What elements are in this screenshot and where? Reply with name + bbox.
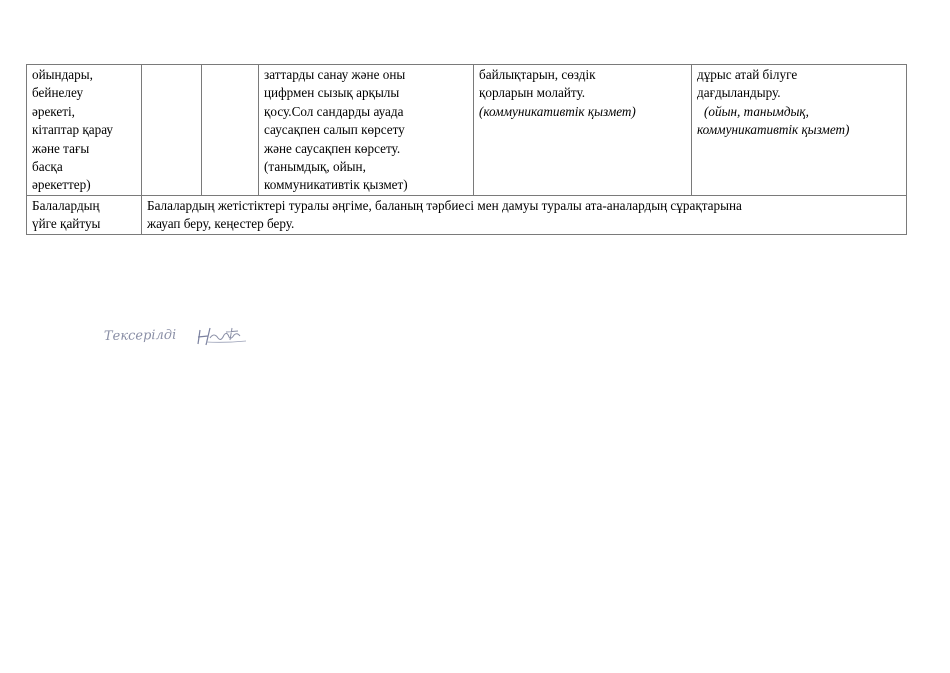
cell-text-line: дұрыс атай білуге [697, 67, 798, 82]
table-row [27, 195, 907, 234]
cell-text-line: ойындары, [32, 67, 93, 82]
table-row [27, 65, 907, 196]
counting-activity-cell [259, 65, 474, 196]
cell-text-line: коммуникативтік қызмет) [264, 177, 408, 193]
cell-text-line: байлықтарын, сөздік [479, 67, 596, 82]
cell-text-line: дағдыландыру. [697, 85, 781, 101]
cell-text-line: заттарды санау және оны [264, 67, 406, 82]
activity-type-note: (ойын, танымдық, [704, 103, 809, 119]
cell-text-line: және тағы [32, 140, 90, 156]
cell-text-line: Балалардың жетістіктері туралы әңгіме, баланың тәрбиесі мен дамуы туралы ата-аналардың сұрақтарына [147, 197, 742, 213]
cell-text-line: саусақпен салып көрсету [264, 122, 405, 138]
activity-type-note: (коммуникативтік қызмет) [479, 103, 636, 119]
cell-text-line: әрекеттер) [32, 177, 91, 193]
plan-table [26, 64, 907, 235]
naming-activity-cell [692, 65, 907, 196]
cell-text-line: Балалардың [32, 197, 100, 213]
activity-types-cell [27, 65, 142, 196]
cell-text-line: бейнелеу [32, 85, 84, 101]
cell-text-line: әрекеті, [32, 103, 75, 119]
handwritten-signature [102, 318, 262, 358]
cell-text-line: цифрмен сызық арқылы [264, 85, 400, 101]
vocabulary-activity-cell [474, 65, 692, 196]
cell-text-line: және саусақпен көрсету. [264, 140, 401, 156]
activity-type-note: коммуникативтік қызмет) [697, 122, 850, 138]
cell-text-line: (танымдық, ойын, [264, 159, 366, 175]
going-home-label-cell [27, 195, 142, 234]
cell-text-line: үйге қайтуы [32, 216, 101, 232]
svg-text:Тексерілді: Тексерілді [103, 327, 177, 344]
cell-text-line: қорларын молайту. [479, 85, 586, 101]
cell-text-line: қосу.Сол сандарды ауада [264, 103, 404, 119]
empty-cell [142, 65, 202, 196]
empty-cell [202, 65, 259, 196]
going-home-content-cell [142, 195, 907, 234]
cell-text-line: жауап беру, кеңестер беру. [147, 216, 295, 232]
cell-text-line: басқа [32, 159, 63, 175]
cell-text-line: кітаптар қарау [32, 122, 114, 138]
